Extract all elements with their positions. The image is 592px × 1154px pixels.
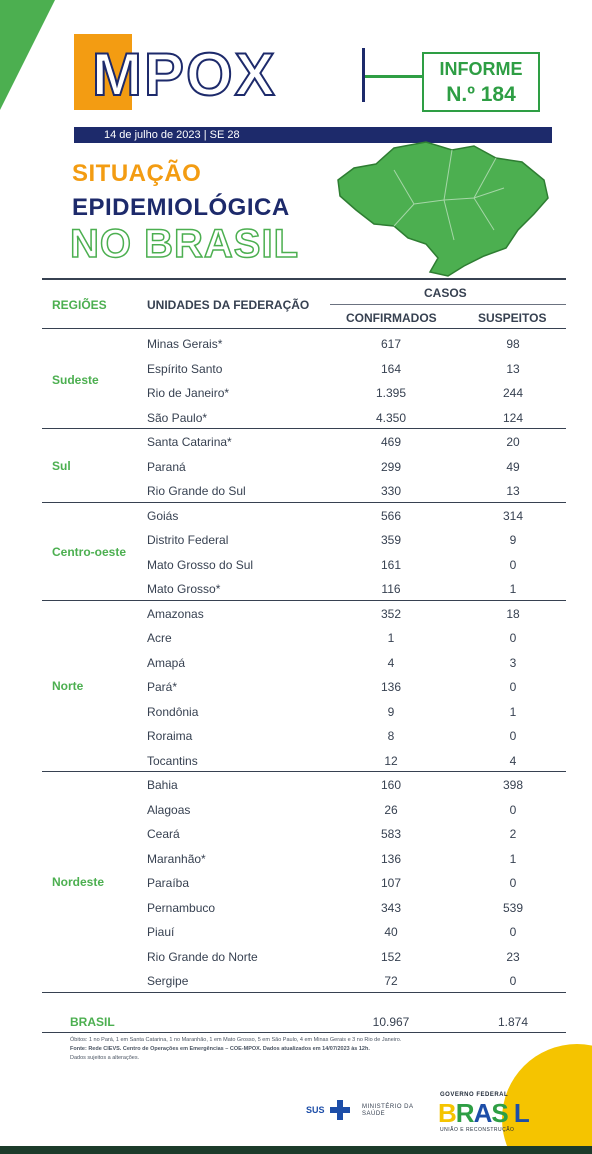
confirmados-cell: 352 [380,606,402,621]
confirmados-cell: 160 [380,778,402,792]
total-row [0,1010,592,1032]
brazil-map-icon [334,140,552,278]
table-row [0,919,592,944]
brasil-logo [438,1098,529,1129]
region-divider [42,992,566,993]
uf-cell: Roraima [147,729,193,743]
table-row [0,331,592,356]
table-row [0,625,592,650]
total-suspeitos: 1.874 [497,1015,529,1029]
ministerio-line-1: MINISTÉRIO DA [362,1104,414,1110]
confirmados-cell: 161 [380,557,402,572]
uf-cell: Paraná [147,459,186,474]
note-obitos: Óbitos: 1 no Pará, 1 em Santa Catarina, 1 no Maranhão, 1 em Mato Grosso, 5 em São Paulo, 4 em Minas Gerais e 3 no Rio de Janeiro. [70,1037,402,1043]
suspeitos-cell: 0 [509,680,517,694]
confirmados-cell: 12 [384,753,398,768]
uf-cell: Rio de Janeiro* [147,386,230,400]
header-suspeitos: SUSPEITOS [478,311,547,325]
governo-federal-label: GOVERNO FEDERAL [440,1092,509,1098]
uf-cell: Alagoas [147,802,191,817]
informe-number: N.º 184 [446,83,516,106]
uf-cell: Rio Grande do Norte [147,949,258,964]
confirmados-cell: 152 [380,949,402,964]
confirmados-cell: 617 [380,337,402,351]
table-row [0,748,592,773]
confirmados-cell: 1 [387,631,395,645]
uf-cell: Bahia [147,778,178,792]
table-row [0,429,592,454]
uf-cell: São Paulo* [147,410,208,425]
region-label: Sul [52,458,71,473]
suspeitos-cell: 3 [509,655,517,670]
table-top-rule [42,278,566,280]
table-row [0,576,592,601]
suspeitos-cell: 0 [509,631,517,645]
confirmados-cell: 116 [381,582,401,596]
confirmados-cell: 4 [387,655,395,670]
ministerio-line-2: SAÚDE [362,1111,386,1117]
suspeitos-cell: 398 [502,778,524,792]
header-uf: UNIDADES DA FEDERAÇÃO [147,298,310,312]
suspeitos-cell: 0 [509,557,517,572]
uf-cell: Acre [147,631,172,645]
uf-cell: Rondônia [147,704,199,719]
confirmados-cell: 566 [380,508,402,523]
suspeitos-cell: 20 [506,435,520,449]
table-row [0,821,592,846]
suspeitos-cell: 244 [502,386,524,400]
suspeitos-cell: 13 [506,361,520,376]
table-row [0,723,592,748]
table-row [0,454,592,479]
region-label: Nordeste [52,875,105,890]
informe-badge [422,52,540,112]
casos-rule [330,304,566,305]
uf-cell: Espírito Santo [147,361,223,376]
uf-cell: Piauí [147,925,175,939]
confirmados-cell: 136 [380,680,402,694]
table-row [0,405,592,430]
informe-label: INFORME [439,59,523,79]
sus-cross-icon [330,1100,350,1120]
header-confirmados: CONFIRMADOS [346,311,437,325]
confirmados-cell: 1.395 [375,386,407,400]
logo-connector [365,75,423,78]
uf-cell: Mato Grosso do Sul [147,557,254,572]
confirmados-cell: 299 [380,459,402,474]
suspeitos-cell: 539 [502,900,524,915]
suspeitos-cell: 0 [509,974,517,988]
table-row [0,968,592,993]
brasil-letter: B [438,1098,456,1128]
uf-cell: Paraíba [147,876,190,890]
confirmados-cell: 583 [380,827,402,841]
uf-cell: Sergipe [147,974,189,988]
mpox-logo: MPOX [92,41,277,108]
confirmados-cell: 469 [380,435,402,449]
uf-cell: Ceará [147,827,180,841]
confirmados-cell: 164 [380,361,402,376]
title-line-2: EPIDEMIOLÓGICA [72,194,290,221]
suspeitos-cell: 1 [509,582,517,596]
confirmados-cell: 40 [384,925,398,939]
table-row [0,478,592,503]
uf-cell: Distrito Federal [147,533,229,547]
suspeitos-cell: 0 [509,729,517,743]
header-regioes: REGIÕES [52,298,107,312]
table-row [0,944,592,969]
brasil-letter: R [455,1098,474,1128]
uf-cell: Maranhão* [147,851,206,866]
note-sujeitos: Dados sujeitos a alterações. [70,1055,140,1061]
header-casos: CASOS [424,286,467,300]
region-label: Norte [52,679,84,694]
date-bar: 14 de julho de 2023 | SE 28 [74,127,552,143]
footnotes [70,1036,550,1063]
brasil-letter: L [513,1098,529,1128]
uf-cell: Amapá [147,655,186,670]
table-row [0,650,592,675]
corner-decoration-green [0,0,55,110]
brasil-letter: I [507,1098,514,1128]
total-confirmados: 10.967 [372,1015,410,1029]
ministerio-logo [362,1104,414,1118]
confirmados-cell: 343 [380,900,402,915]
confirmados-cell: 26 [384,802,398,817]
bottom-band [0,1146,592,1154]
confirmados-cell: 8 [387,729,395,743]
brasil-letter: A [473,1098,492,1128]
confirmados-cell: 136 [380,851,402,866]
suspeitos-cell: 314 [502,508,524,523]
confirmados-cell: 359 [380,533,402,547]
title-line-3: NO BRASIL [70,222,299,266]
uf-cell: Pernambuco [147,900,216,915]
uf-cell: Tocantins [147,753,198,768]
title-line-1: SITUAÇÃO [72,160,202,187]
uf-cell: Santa Catarina* [147,435,232,449]
region-label: Centro-oeste [52,544,127,559]
uf-cell: Pará* [147,680,178,694]
table-row [0,503,592,528]
confirmados-cell: 330 [380,484,402,498]
suspeitos-cell: 18 [506,606,520,621]
uf-cell: Minas Gerais* [147,337,223,351]
note-fonte: Fonte: Rede CIEVS. Centro de Operações em Emergências – COE-MPOX. Dados atualizados em 14/07/2023 às 12h. [70,1046,370,1052]
suspeitos-cell: 0 [509,876,517,890]
suspeitos-cell: 23 [506,949,520,964]
suspeitos-cell: 1 [509,851,517,866]
table-row [0,699,592,724]
uf-cell: Amazonas [147,606,204,621]
uf-cell: Goiás [147,508,179,523]
table-row [0,601,592,626]
uf-cell: Rio Grande do Sul [147,484,246,498]
suspeitos-cell: 1 [509,704,517,719]
suspeitos-cell: 9 [509,533,517,547]
table-row [0,846,592,871]
confirmados-cell: 72 [384,974,398,988]
uf-cell: Mato Grosso* [147,582,221,596]
confirmados-cell: 107 [380,876,402,890]
header-rule [42,328,566,329]
table-row [0,797,592,822]
suspeitos-cell: 2 [509,827,517,841]
table-row [0,772,592,797]
confirmados-cell: 4.350 [375,410,407,425]
total-label: BRASIL [70,1015,115,1029]
confirmados-cell: 9 [387,704,395,719]
brasil-letter: S [491,1098,508,1128]
region-label: Sudeste [52,373,99,387]
table-row [0,674,592,699]
footer-logos [300,1088,540,1138]
suspeitos-cell: 4 [509,753,517,768]
suspeitos-cell: 13 [506,484,520,498]
suspeitos-cell: 49 [506,459,520,474]
suspeitos-cell: 0 [509,802,517,817]
suspeitos-cell: 124 [502,410,524,425]
suspeitos-cell: 98 [506,337,520,351]
table-row [0,895,592,920]
sus-logo: SUS [306,1105,325,1115]
suspeitos-cell: 0 [509,925,517,939]
uniao-reconstrucao-label: UNIÃO E RECONSTRUÇÃO [440,1127,515,1133]
total-rule [42,1032,566,1033]
